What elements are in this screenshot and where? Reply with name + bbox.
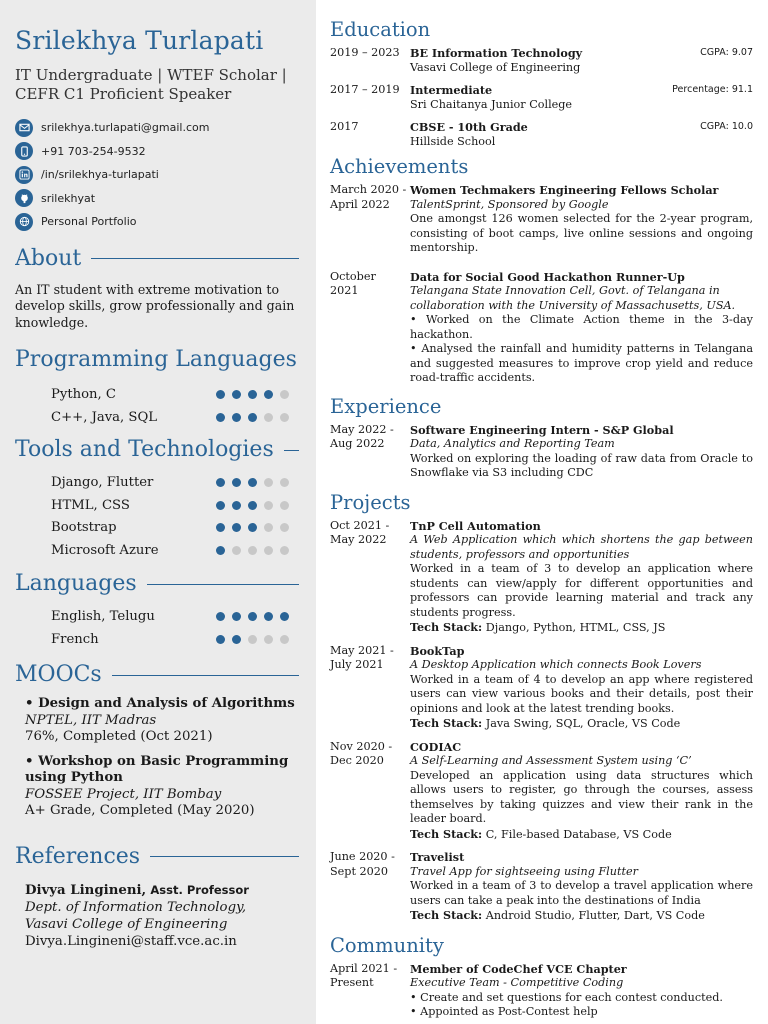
level-dot-filled <box>280 612 289 621</box>
level-dot-filled <box>216 413 225 422</box>
achievement-desc: One amongst 126 women selected for the 2-year program, consisting of boot camps, live online sessions and ongoing mentorship. <box>410 212 753 254</box>
project-subtitle: A Desktop Application which connects Book Lovers <box>410 658 702 671</box>
project-stack: Tech Stack: C, File-based Database, VS Code <box>410 826 672 841</box>
moocs-heading: MOOCs <box>15 662 299 688</box>
experience-date-end: Aug 2022 <box>330 437 385 450</box>
project-date-end: Dec 2020 <box>330 754 384 767</box>
skill-name: Django, Flutter <box>51 475 154 491</box>
community-bullet: • Appointed as Post-Contest help <box>410 1005 598 1018</box>
skill-level-dots <box>216 546 299 555</box>
heading-rule <box>284 450 299 451</box>
level-dot-filled <box>232 635 241 644</box>
education-score: CGPA: 10.0 <box>700 121 753 132</box>
skill-name: Bootstrap <box>51 520 117 536</box>
level-dot-filled <box>232 478 241 487</box>
heading-rule <box>147 584 299 585</box>
github-text: srilekhyat <box>41 191 96 205</box>
level-dot-filled <box>232 523 241 532</box>
project-title: TnP Cell Automation <box>410 518 541 533</box>
main-content <box>316 0 768 1024</box>
mooc-title: • Workshop on Basic Programming using Python <box>25 753 289 786</box>
projects-heading: Projects <box>330 490 411 514</box>
skill-name: HTML, CSS <box>51 497 130 513</box>
skill-row <box>15 605 299 628</box>
level-dot-empty <box>248 635 257 644</box>
level-dot-filled <box>216 523 225 532</box>
project-date-start: Oct 2021 - <box>330 518 390 532</box>
project-stack: Tech Stack: Java Swing, SQL, Oracle, VS Code <box>410 716 681 730</box>
reference <box>15 882 299 950</box>
reference-dept: Dept. of Information Technology, <box>25 899 247 915</box>
skill-row <box>15 516 299 539</box>
level-dot-filled <box>232 501 241 510</box>
level-dot-filled <box>232 390 241 399</box>
level-dot-filled <box>216 635 225 644</box>
project-desc: Worked in a team of 3 to develop an application where students can view/apply for different opportunities and professors can provide learning material and track any students progress. <box>410 562 753 619</box>
education-list <box>330 46 753 149</box>
level-dot-empty <box>264 413 273 422</box>
project-title: BookTap <box>410 643 465 658</box>
mooc-list <box>15 696 299 820</box>
level-dot-filled <box>248 612 257 621</box>
phone-icon <box>15 142 33 160</box>
contact-github[interactable] <box>15 187 299 211</box>
level-dot-filled <box>216 390 225 399</box>
project-item <box>330 519 753 636</box>
experience-title: Software Engineering Intern - S&P Global <box>410 422 674 437</box>
community-title: Member of CodeChef VCE Chapter <box>410 961 627 976</box>
project-date-start: May 2021 - <box>330 643 394 657</box>
education-item <box>330 120 753 149</box>
contact-linkedin[interactable] <box>15 163 299 187</box>
level-dot-filled <box>232 612 241 621</box>
skill-row <box>15 406 299 429</box>
skill-row <box>15 383 299 406</box>
experience-desc: Worked on exploring the loading of raw data from Oracle to Snowflake via S3 including CDC <box>410 451 753 479</box>
achievements-heading: Achievements <box>330 155 469 178</box>
project-stack: Tech Stack: Django, Python, HTML, CSS, JS <box>410 620 666 634</box>
skill-level-dots <box>216 413 299 422</box>
mooc-item <box>15 754 299 820</box>
level-dot-filled <box>216 478 225 487</box>
community-date-start: April 2021 - <box>330 961 398 975</box>
level-dot-empty <box>264 546 273 555</box>
achievement-org: Telangana State Innovation Cell, Govt. of Telangana in collaboration with the University of Massachusetts, USA. <box>410 284 736 312</box>
community-item <box>330 962 753 1020</box>
experience-team: Data, Analytics and Reporting Team <box>410 437 615 450</box>
level-dot-filled <box>264 390 273 399</box>
contact-email[interactable] <box>15 116 299 140</box>
skill-row <box>15 539 299 562</box>
skill-name: Microsoft Azure <box>51 542 159 558</box>
globe-icon <box>15 213 33 231</box>
achievement-bullet: • Analysed the rainfall and humidity patterns in Telangana and suggested measures to improve crop yield and reduce road-traffic accidents. <box>410 342 753 384</box>
candidate-name: Srilekhya Turlapati <box>15 26 264 55</box>
community-date-end: Present <box>330 976 374 989</box>
contact-list <box>15 116 299 234</box>
community-bullet: • Create and set questions for each contest conducted. <box>410 990 723 1004</box>
projects-list <box>330 519 753 924</box>
achievement-date-start: October <box>330 269 376 283</box>
education-date: 2017 <box>330 120 359 133</box>
skill-level-dots <box>216 635 299 644</box>
achievement-item <box>330 183 753 256</box>
education-title: BE Information Technology <box>410 46 583 60</box>
level-dot-filled <box>248 390 257 399</box>
education-date: 2017 – 2019 <box>330 83 400 96</box>
contact-phone[interactable] <box>15 140 299 164</box>
achievement-title: Women Techmakers Engineering Fellows Scholar <box>410 183 719 197</box>
level-dot-empty <box>280 501 289 510</box>
skill-level-dots <box>216 612 299 621</box>
level-dot-empty <box>280 390 289 399</box>
skill-level-dots <box>216 501 299 510</box>
skill-level-dots <box>216 523 299 532</box>
project-title: Travelist <box>410 850 465 864</box>
project-date-end: May 2022 <box>330 533 387 546</box>
mooc-result: 76%, Completed (Oct 2021) <box>25 729 213 745</box>
skill-name: English, Telugu <box>51 609 155 625</box>
mooc-institution: FOSSEE Project, IIT Bombay <box>25 786 222 802</box>
tools-heading: Tools and Technologies <box>15 437 299 463</box>
references-heading: References <box>15 844 299 870</box>
skill-level-dots <box>216 390 299 399</box>
tools-list <box>15 471 299 561</box>
level-dot-empty <box>280 413 289 422</box>
education-place: Sri Chaitanya Junior College <box>410 97 573 111</box>
about-heading: About <box>15 246 299 272</box>
sidebar <box>0 0 316 1024</box>
level-dot-filled <box>264 612 273 621</box>
linkedin-text: /in/srilekhya-turlapati <box>41 168 159 182</box>
languages-list <box>15 605 299 650</box>
reference-role: Asst. Professor <box>150 882 249 897</box>
project-title: CODIAC <box>410 739 462 754</box>
project-date-end: July 2021 <box>330 658 384 671</box>
level-dot-filled <box>248 523 257 532</box>
education-title: Intermediate <box>410 83 493 97</box>
languages-heading: Languages <box>15 571 299 597</box>
portfolio-text: Personal Portfolio <box>41 215 137 229</box>
education-title: CBSE - 10th Grade <box>410 120 528 134</box>
level-dot-filled <box>248 413 257 422</box>
education-item <box>330 83 753 112</box>
heading-rule <box>150 856 299 857</box>
community-heading: Community <box>330 933 444 957</box>
project-item <box>330 850 753 924</box>
project-date-start: June 2020 - <box>330 850 395 863</box>
achievement-date-end: 2021 <box>330 284 359 297</box>
achievement-date-start: March 2020 - <box>330 183 407 196</box>
level-dot-empty <box>280 523 289 532</box>
project-date-end: Sept 2020 <box>330 864 388 878</box>
level-dot-empty <box>264 478 273 487</box>
about-text: An IT student with extreme motivation to develop skills, grow professionally and gain knowledge. <box>15 281 295 330</box>
education-place: Hillside School <box>410 134 496 148</box>
education-place: Vasavi College of Engineering <box>410 60 581 74</box>
mooc-item <box>15 696 299 746</box>
level-dot-filled <box>216 612 225 621</box>
education-item <box>330 46 753 75</box>
tagline: IT Undergraduate | WTEF Scholar | CEFR C1 Proficient Speaker <box>15 66 287 103</box>
level-dot-empty <box>280 478 289 487</box>
email-text: srilekhya.turlapati@gmail.com <box>41 121 210 135</box>
programming-list <box>15 383 299 428</box>
level-dot-empty <box>232 546 241 555</box>
level-dot-empty <box>264 635 273 644</box>
programming-heading: Programming Languages <box>15 347 299 373</box>
skill-level-dots <box>216 478 299 487</box>
level-dot-filled <box>248 478 257 487</box>
skill-row <box>15 494 299 517</box>
achievement-date-end: April 2022 <box>330 197 390 211</box>
project-subtitle: Travel App for sightseeing using Flutter <box>410 864 638 878</box>
heading-rule <box>112 675 299 676</box>
skill-name: French <box>51 631 99 647</box>
project-date-start: Nov 2020 - <box>330 739 393 753</box>
skill-row <box>15 471 299 494</box>
email-icon <box>15 119 33 137</box>
skill-name: Python, C <box>51 387 117 403</box>
achievement-item <box>330 270 753 386</box>
heading-rule <box>91 258 299 259</box>
achievement-org: TalentSprint, Sponsored by Google <box>410 197 609 211</box>
level-dot-filled <box>216 546 225 555</box>
education-date: 2019 – 2023 <box>330 46 400 59</box>
linkedin-icon <box>15 166 33 184</box>
experience-item <box>330 423 753 481</box>
reference-name: Divya Lingineni, <box>25 882 147 898</box>
project-subtitle: A Self-Learning and Assessment System using ‘C’ <box>410 754 692 767</box>
contact-portfolio[interactable] <box>15 210 299 234</box>
level-dot-empty <box>280 546 289 555</box>
level-dot-filled <box>232 413 241 422</box>
github-icon <box>15 189 33 207</box>
achievement-bullet: • Worked on the Climate Action theme in the 3-day hackathon. <box>410 313 753 341</box>
phone-text: +91 703-254-9532 <box>41 144 146 158</box>
mooc-title: • Design and Analysis of Algorithms <box>25 696 295 712</box>
education-score: CGPA: 9.07 <box>700 47 753 58</box>
experience-date-start: May 2022 - <box>330 422 394 436</box>
level-dot-filled <box>248 501 257 510</box>
level-dot-empty <box>280 635 289 644</box>
skill-name: C++, Java, SQL <box>51 409 158 425</box>
education-heading: Education <box>330 18 431 41</box>
achievements-list <box>330 183 753 386</box>
level-dot-filled <box>216 501 225 510</box>
skill-row <box>15 628 299 651</box>
project-desc: Worked in a team of 3 to develop a travel application where users can take a peak into the destinations of India <box>410 879 753 907</box>
community-role: Executive Team - Competitive Coding <box>410 976 624 989</box>
project-subtitle: A Web Application which which shortens the gap between students, professors and opportunities <box>410 533 753 561</box>
education-score: Percentage: 91.1 <box>672 84 753 95</box>
mooc-result: A+ Grade, Completed (May 2020) <box>25 803 255 819</box>
project-stack: Tech Stack: Android Studio, Flutter, Dart, VS Code <box>410 908 705 922</box>
level-dot-empty <box>264 501 273 510</box>
level-dot-empty <box>264 523 273 532</box>
level-dot-empty <box>248 546 257 555</box>
project-desc: Worked in a team of 4 to develop an app where registered users can view various books and their details, post their opinions and look at the latest trending books. <box>410 672 753 715</box>
project-desc: Developed an application using data structures which allows users to register, go through the courses, assess themselves by taking quizzes and view their rank in the leader board. <box>410 768 753 825</box>
reference-email[interactable]: Divya.Lingineni@staff.vce.ac.in <box>25 933 237 949</box>
mooc-institution: NPTEL, IIT Madras <box>25 712 157 728</box>
experience-heading: Experience <box>330 394 442 418</box>
project-item <box>330 740 753 843</box>
achievement-title: Data for Social Good Hackathon Runner-Up <box>410 269 685 284</box>
project-item <box>330 644 753 732</box>
reference-college: Vasavi College of Engineering <box>25 916 228 932</box>
